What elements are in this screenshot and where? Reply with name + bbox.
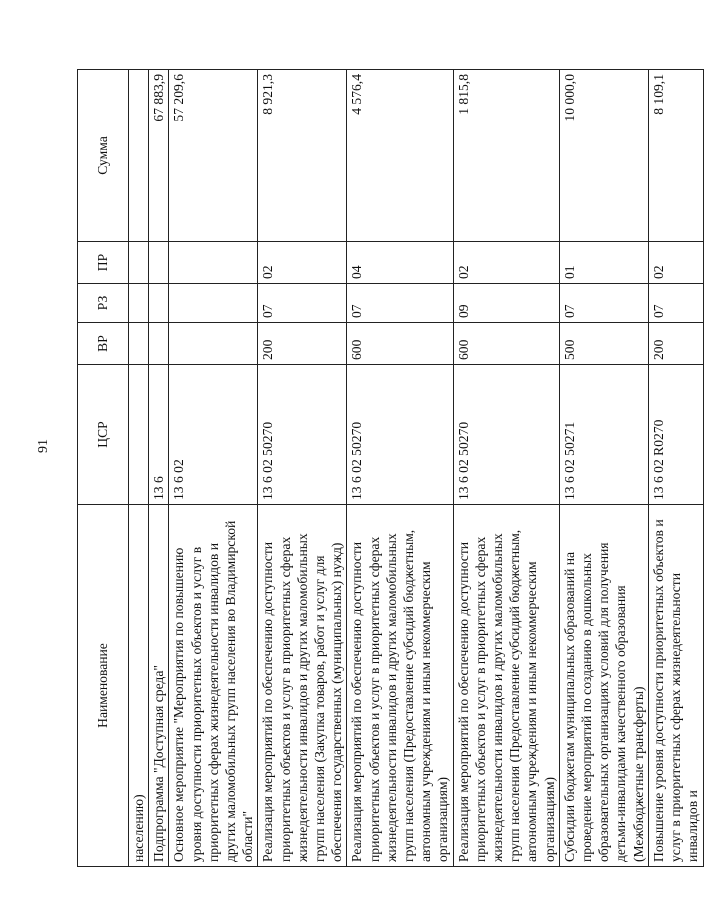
cell-vr: 600	[453, 323, 559, 365]
cell-name: Реализация мероприятий по обеспечению доступности приоритетных объектов и услуг в приоритетных сферах жизнедеятельности инвалидов и других маломобильных групп населения (Закупка товаров, работ и услуг для обеспечения государственных (муниципальных) нужд)	[258, 505, 347, 867]
cell-sum: 8 109,1	[648, 70, 703, 242]
cell-vr: 600	[347, 323, 453, 365]
header-rz: РЗ	[78, 284, 129, 323]
cell-rz	[129, 284, 149, 323]
cell-rz	[169, 284, 258, 323]
cell-vr	[149, 323, 169, 365]
cell-csr: 13 6	[149, 365, 169, 505]
table-row	[559, 70, 648, 867]
cell-pr: 04	[347, 242, 453, 284]
cell-name: населению)	[129, 505, 149, 867]
header-vr: ВР	[78, 323, 129, 365]
cell-rz: 07	[258, 284, 347, 323]
table-row	[347, 70, 453, 867]
table-row	[169, 70, 258, 867]
cell-csr	[129, 365, 149, 505]
header-csr: ЦСР	[78, 365, 129, 505]
cell-csr: 13 6 02 50270	[258, 365, 347, 505]
cell-csr: 13 6 02	[169, 365, 258, 505]
cell-rz	[149, 284, 169, 323]
cell-vr	[129, 323, 149, 365]
cell-rz: 07	[559, 284, 648, 323]
cell-sum: 10 000,0	[559, 70, 648, 242]
table-header-row	[78, 70, 129, 867]
cell-csr: 13 6 02 50270	[347, 365, 453, 505]
cell-pr	[169, 242, 258, 284]
cell-rz: 07	[347, 284, 453, 323]
cell-name: Реализация мероприятий по обеспечению доступности приоритетных объектов и услуг в приоритетных сферах жизнедеятельности инвалидов и других маломобильных групп населения (Предоставление субсидий бюджетным, автономным учреждениям и иным некоммерческим организациям)	[347, 505, 453, 867]
cell-sum	[129, 70, 149, 242]
cell-sum: 1 815,8	[453, 70, 559, 242]
cell-sum: 8 921,3	[258, 70, 347, 242]
table-row	[129, 70, 149, 867]
cell-vr: 500	[559, 323, 648, 365]
cell-name: Подпрограмма "Доступная среда"	[149, 505, 169, 867]
budget-table	[77, 69, 704, 867]
cell-csr: 13 6 02 R0270	[648, 365, 703, 505]
cell-name: Повышение уровня доступности приоритетных объектов и услуг в приоритетных сферах жизнедеятельности инвалидов и	[648, 505, 703, 867]
cell-vr: 200	[258, 323, 347, 365]
table-row	[453, 70, 559, 867]
rotated-table-container	[77, 70, 701, 867]
cell-sum: 67 883,9	[149, 70, 169, 242]
cell-sum: 57 209,6	[169, 70, 258, 242]
table-row	[149, 70, 169, 867]
cell-csr: 13 6 02 50270	[453, 365, 559, 505]
cell-vr	[169, 323, 258, 365]
cell-pr: 01	[559, 242, 648, 284]
header-pr: ПР	[78, 242, 129, 284]
header-sum: Сумма	[78, 70, 129, 242]
cell-sum: 4 576,4	[347, 70, 453, 242]
cell-name: Субсидии бюджетам муниципальных образований на проведение мероприятий по созданию в дошкольных образовательных организациях условий для получения детьми-инвалидами качественного образования (Межбюджетные трансферты)	[559, 505, 648, 867]
header-name: Наименование	[78, 505, 129, 867]
cell-rz: 07	[648, 284, 703, 323]
cell-pr: 02	[453, 242, 559, 284]
cell-rz: 09	[453, 284, 559, 323]
page-number: 91	[36, 439, 51, 453]
cell-name: Основное мероприятие "Мероприятия по повышению уровня доступности приоритетных объектов и услуг в приоритетных сферах жизнедеятельности инвалидов и других маломобильных групп населения во Владимирской области"	[169, 505, 258, 867]
cell-name: Реализация мероприятий по обеспечению доступности приоритетных объектов и услуг в приоритетных сферах жизнедеятельности инвалидов и других маломобильных групп населения (Предоставление субсидий бюджетным, автономным учреждениям и иным некоммерческим организациям)	[453, 505, 559, 867]
cell-pr	[149, 242, 169, 284]
cell-pr	[129, 242, 149, 284]
cell-csr: 13 6 02 50271	[559, 365, 648, 505]
cell-vr: 200	[648, 323, 703, 365]
cell-pr: 02	[648, 242, 703, 284]
cell-pr: 02	[258, 242, 347, 284]
table-row	[258, 70, 347, 867]
table-row	[648, 70, 703, 867]
